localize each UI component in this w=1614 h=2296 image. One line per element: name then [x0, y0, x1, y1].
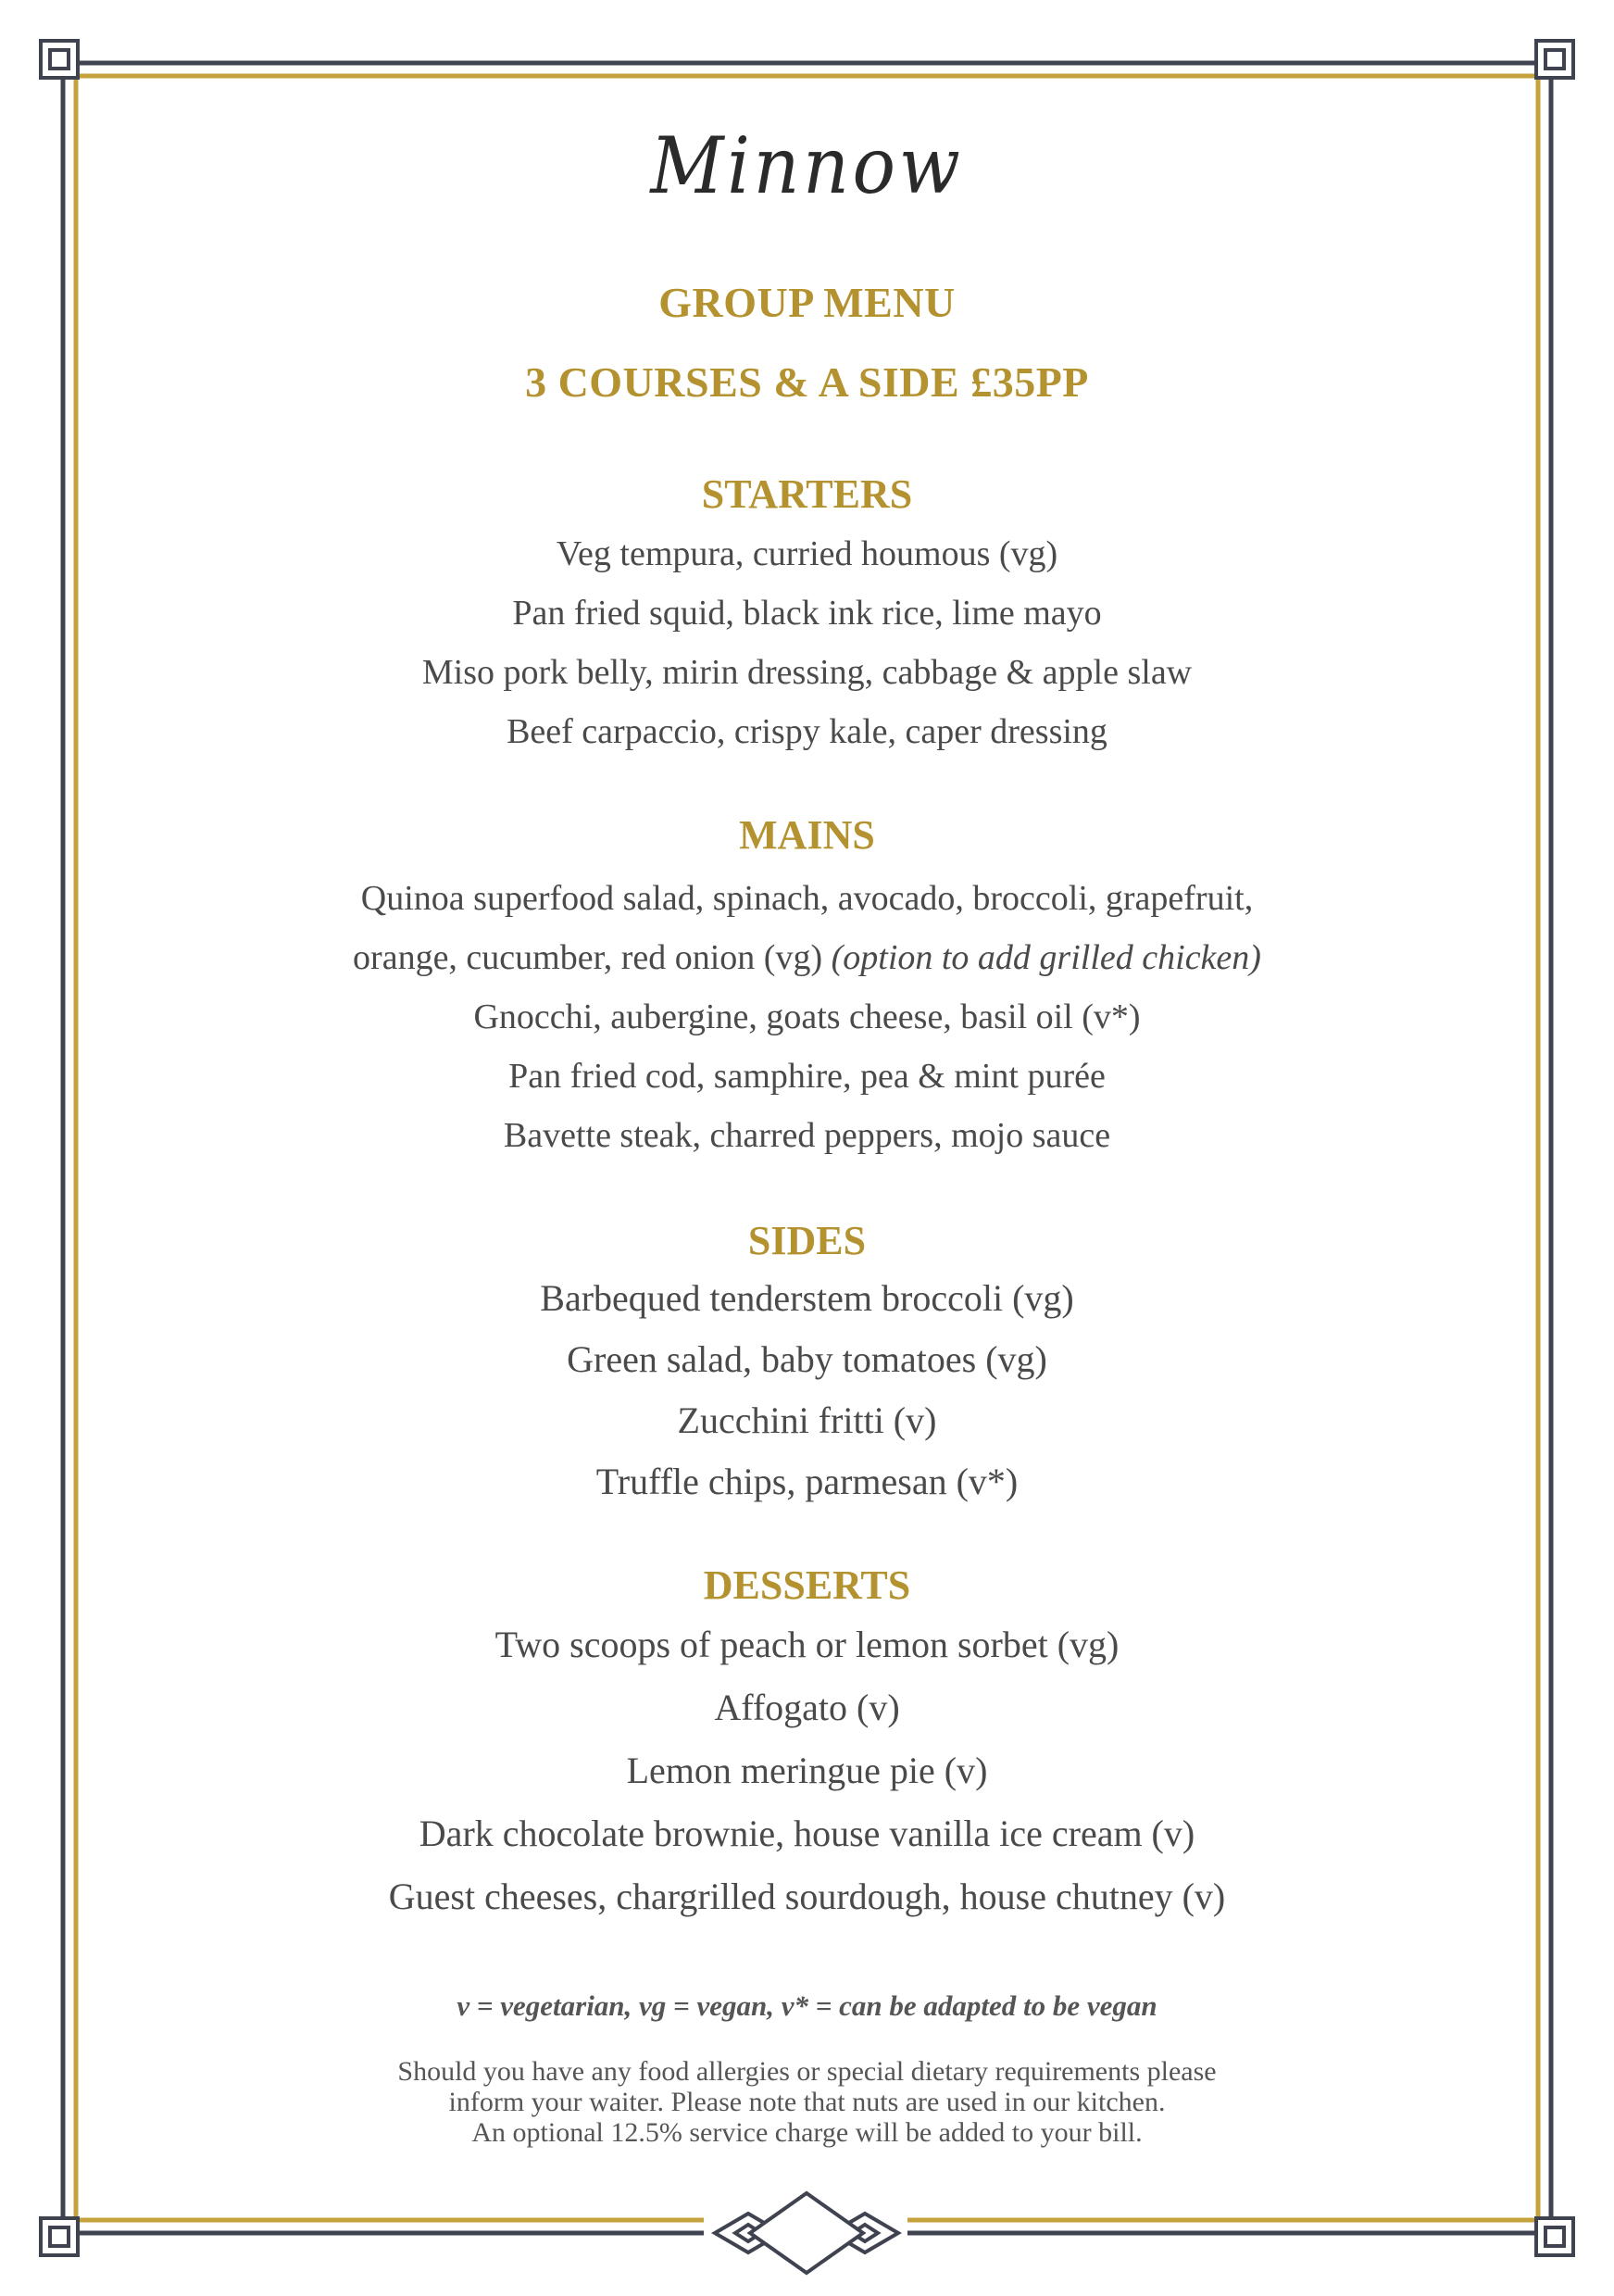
menu-item-side: Green salad, baby tomatoes (vg) — [567, 1338, 1047, 1380]
menu-item-main: Pan fried cod, samphire, pea & mint purée — [508, 1057, 1106, 1096]
menu-item-side: Zucchini fritti (v) — [677, 1399, 937, 1441]
menu-item-side: Truffle chips, parmesan (v*) — [595, 1461, 1019, 1502]
menu-item-main: Gnocchi, aubergine, goats cheese, basil oil (v*) — [473, 997, 1141, 1036]
menu-item-starter: Pan fried squid, black ink rice, lime mayo — [512, 594, 1102, 633]
menu-item-dessert: Two scoops of peach or lemon sorbet (vg) — [494, 1624, 1120, 1665]
footer-note-line: An optional 12.5% service charge will be added to your bill. — [471, 2117, 1143, 2148]
menu-item-starter: Beef carpaccio, crispy kale, caper dressing — [507, 712, 1107, 751]
footer-note-line: Should you have any food allergies or special dietary requirements please — [397, 2056, 1217, 2087]
menu-item-main-text: orange, cucumber, red onion (vg) — [353, 938, 823, 977]
bottom-diamond-ornament — [704, 2193, 907, 2273]
section-title-sides: SIDES — [747, 1218, 867, 1263]
corner-ornament-top-right — [1536, 41, 1573, 78]
menu-item-starter: Miso pork belly, mirin dressing, cabbage & apple slaw — [421, 653, 1193, 692]
restaurant-logo: Minnow — [650, 120, 964, 211]
menu-item-main: Bavette steak, charred peppers, mojo sauce — [503, 1116, 1111, 1155]
menu-item-dessert: Guest cheeses, chargrilled sourdough, house chutney (v) — [388, 1876, 1226, 1917]
menu-item-dessert: Lemon meringue pie (v) — [626, 1750, 988, 1791]
menu-item-option-note: (option to add grilled chicken) — [831, 938, 1261, 977]
menu-item-main: Quinoa superfood salad, spinach, avocado, broccoli, grapefruit, — [360, 879, 1254, 918]
menu-item-starter: Veg tempura, curried houmous (vg) — [556, 534, 1058, 573]
dietary-legend: v = vegetarian, vg = vegan, v* = can be adapted to be vegan — [457, 1989, 1157, 2022]
menu-item-side: Barbequed tenderstem broccoli (vg) — [540, 1277, 1074, 1319]
menu-item-main — [0, 937, 1614, 978]
menu-item-dessert: Affogato (v) — [714, 1687, 900, 1728]
corner-ornament-top-left — [41, 41, 78, 78]
section-title-desserts: DESSERTS — [703, 1562, 911, 1608]
corner-ornament-bottom-right — [1536, 2218, 1573, 2255]
footer-note-line: inform your waiter. Please note that nuts are used in our kitchen. — [448, 2087, 1166, 2117]
corner-ornament-bottom-left — [41, 2218, 78, 2255]
menu-price-subtitle: 3 COURSES & A SIDE £35PP — [525, 358, 1089, 406]
menu-title: GROUP MENU — [658, 279, 956, 326]
section-title-starters: STARTERS — [701, 471, 913, 517]
section-title-mains: MAINS — [739, 812, 875, 858]
menu-item-dessert: Dark chocolate brownie, house vanilla ice cream (v) — [419, 1813, 1195, 1854]
